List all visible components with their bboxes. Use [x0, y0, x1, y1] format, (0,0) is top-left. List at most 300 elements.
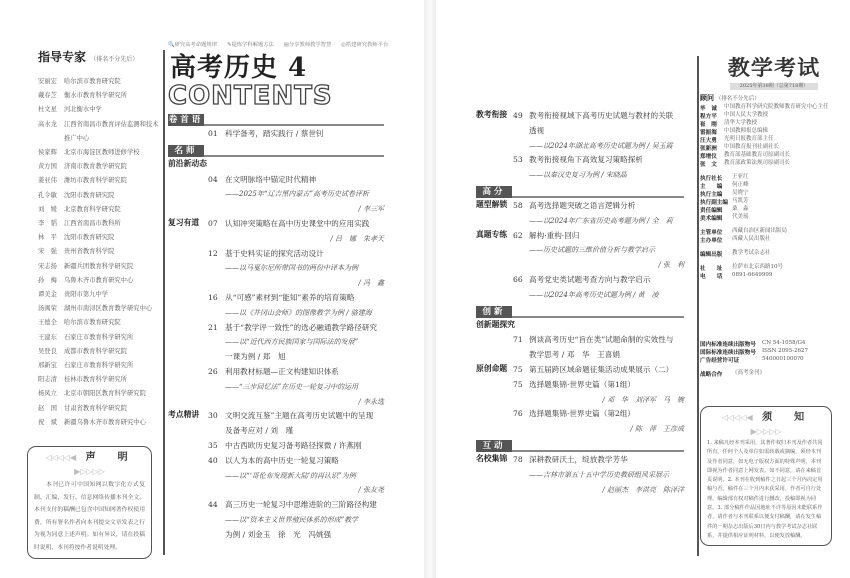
- article-title: 高三历史一轮复习中思维进阶的三阶路径构建: [225, 500, 377, 510]
- article-title: 基于“教学评一致性”的选必融通教学路径研究: [225, 322, 378, 332]
- masthead: [700, 56, 848, 378]
- toc-right: [476, 109, 684, 497]
- article-title-cont: 为例 / 刘金玉 徐 光 冯姚强: [225, 529, 332, 539]
- masthead-label: 张新洲: [700, 146, 717, 152]
- expert-affiliation: 江西省南昌市教育评估监测和技术: [64, 120, 159, 128]
- page-title: 高考历史 4: [170, 53, 308, 83]
- page-gutter: [424, 0, 436, 578]
- expert-row: [38, 274, 160, 288]
- masthead-label: 国际标准连续出版物号: [700, 350, 756, 356]
- page-number: 30: [208, 411, 218, 421]
- article-subtitle: ——“三步回忆法”在历史一轮复习中的运用: [225, 382, 359, 391]
- expert-row: [38, 288, 160, 302]
- masthead-row: [700, 214, 848, 222]
- toc-entry: [168, 365, 384, 380]
- toc-entry: [476, 453, 684, 468]
- article-title: 解构·重构·回归: [529, 230, 580, 240]
- masthead-row: [700, 182, 848, 190]
- article-title: 科学备考，踏实践行 / 蔡世钊: [225, 129, 324, 138]
- toc-line: [476, 483, 684, 498]
- magazine-logo: 教学考试: [727, 56, 821, 80]
- article-title: 高考党史类试题考查方向与教学启示: [529, 274, 651, 284]
- toc-line: [168, 306, 384, 321]
- article-title: 文明交流互鉴”主题在高考历史试题中的呈现: [225, 411, 374, 421]
- expert-name: 宋志扬: [38, 262, 57, 270]
- masthead-label: 主 编: [700, 184, 723, 190]
- toc-entry: [168, 291, 384, 306]
- toc-line: [168, 395, 384, 410]
- toc-entry: [168, 498, 384, 513]
- experts-title: 指导专家: [38, 50, 87, 64]
- masthead-value: 5400001000?0: [762, 356, 804, 362]
- expert-name: 吴登良: [38, 347, 57, 355]
- toc-entry: [168, 217, 384, 232]
- masthead-value: 中国教师报总编辑: [724, 128, 769, 134]
- toc-line: [476, 468, 684, 483]
- page-number: 66: [513, 274, 523, 284]
- column-label: 考点精讲: [168, 410, 200, 420]
- toc-entry: [476, 273, 684, 288]
- header-slogan: [168, 41, 217, 49]
- masthead-value: 清华大学教授: [724, 120, 758, 126]
- masthead-value: ISSN 2095-2627: [762, 348, 809, 354]
- expert-row: [38, 316, 160, 330]
- masthead-row: [700, 206, 848, 214]
- toc-left: [168, 111, 384, 543]
- toc-entry: [476, 229, 684, 244]
- masthead-row: [700, 120, 848, 128]
- slogan-icon: ▤: [283, 42, 289, 48]
- expert-name: 姜亚伟: [38, 177, 57, 185]
- page-number: 75: [513, 379, 523, 389]
- expert-row: [38, 103, 160, 117]
- article-subtitle: ——以2024年高考历史试题为例 / 黄 凌: [529, 290, 659, 299]
- expert-row: [38, 118, 160, 132]
- masthead-label: 程方平: [700, 114, 717, 120]
- advisors-title: 顾问: [700, 94, 714, 102]
- article-author: / 张友尧: [358, 486, 384, 495]
- masthead-label: 张 文: [700, 162, 717, 168]
- toc-line: [476, 124, 684, 139]
- notice-text: 1. 来稿凡经本刊采用，其著作权归本刊及作者共同所有。任何个人及单位如需转载或摘编，须经本刊及作者同意。如无电子版权方面的特殊声明，本刊即视为作者同意上网发表。如不同意，请在来稿首页说明。2. 本刊在收到稿件之日起三个月内决定用稿与否。稿件在三个月内未获采用，作者可自行处理。编辑部有权对稿件进行删改，投稿即视为同意。3. 部分稿件作品因地址不详等原因未能联系作者，请作者与本刊联系以便支付稿酬，请在发生稿件的一期杂志出版后30日内与教学考试杂志社联系，并提供相应证明材料，以便发放稿酬。: [707, 440, 823, 539]
- expert-name: 高水龙: [38, 120, 57, 128]
- masthead-value: 西藏人民出版社: [732, 236, 771, 242]
- masthead-value: 中国教育科学研究院教师教育研究中心主任: [724, 104, 829, 110]
- slogan-text: 分享教师教学智慧: [288, 42, 332, 48]
- article-author: / 邓 华 刘泽军 马 婉: [602, 395, 684, 404]
- section-bar: [168, 112, 384, 127]
- masthead-value: 王亚红: [732, 174, 749, 180]
- page-number: 75: [513, 364, 523, 374]
- article-author: / 冯 鑫: [358, 279, 384, 288]
- partner-value: 《高考金刊》: [732, 370, 766, 376]
- masthead-row: [700, 348, 848, 356]
- section-label: 互动: [476, 440, 512, 452]
- section-label: 高分: [476, 186, 512, 198]
- expert-row: [38, 146, 160, 160]
- masthead-value: 西藏自治区新闻出版局: [732, 228, 788, 234]
- toc-line: [168, 261, 384, 276]
- masthead-row: [700, 112, 848, 120]
- expert-name: 阳志清: [38, 376, 57, 384]
- expert-row: [38, 359, 160, 373]
- toc-line: [168, 202, 384, 217]
- toc-entry: [168, 247, 384, 262]
- column-label: 前沿新动态: [168, 158, 207, 168]
- expert-name: 邢新宝: [38, 362, 57, 370]
- expert-row: [38, 302, 160, 316]
- masthead-row: [700, 198, 848, 206]
- slogan-icon: ◎: [341, 42, 346, 48]
- toc-line: [476, 348, 684, 363]
- masthead-value: 教育部基础教育司原副司长: [724, 152, 791, 158]
- slogan-text: 提炼学科解题方法: [231, 42, 274, 48]
- expert-affiliation: 石家庄市教育科学研究所: [64, 362, 134, 370]
- toc-entry: [476, 378, 684, 393]
- page-number: 07: [208, 218, 218, 228]
- toc-line: [168, 528, 384, 543]
- expert-name: 黄方国: [38, 163, 57, 171]
- toc-entry: [168, 321, 384, 336]
- expert-name: [38, 132, 64, 146]
- expert-affiliation: 哈尔滨市教育研究院: [64, 78, 121, 85]
- article-subtitle: ——以“资本主义世界殖民体系的形成”教学: [225, 515, 359, 524]
- expert-affiliation: 新疆乌鲁木齐市教育研究中心: [64, 418, 146, 426]
- article-title: 教考衔接视角下高效复习策略探析: [529, 155, 643, 165]
- toc-line: [168, 380, 384, 395]
- masthead-label: 美术编辑: [700, 216, 723, 222]
- article-title: 例谈高考历史“旨在类”试题命制的实效性与: [529, 335, 674, 345]
- article-author: / 张 利: [658, 261, 684, 270]
- toc-entry: [476, 363, 684, 378]
- expert-name: 戴春芝: [38, 92, 57, 100]
- expert-row: [38, 160, 160, 174]
- masthead-label: 执行主编: [700, 192, 723, 198]
- toc-entry: [168, 409, 384, 424]
- toc-entry: [168, 173, 384, 188]
- declaration-text: 本刊已许可中国知网以数字化方式复制、汇编、发行、信息网络传播本刊全文。本刊支付的稿酬已包含中国知网著作权使用费，所有署名作者向本刊提交文章发表之行为视为同意上述声明。如有异议，请在投稿时说明，本刊将按作者说明处理。: [34, 482, 145, 551]
- issue-number: 2025年第38期（总第718期）: [730, 83, 818, 90]
- expert-affiliation: 湖州市南浔区教育教学研究中心: [64, 305, 153, 313]
- article-title-cont: 及备考应对 / 刘 瑾: [225, 426, 294, 436]
- expert-affiliation: 甘肃省教育科学研究院: [64, 404, 127, 412]
- declaration-title: 声 明: [85, 452, 134, 463]
- toc-entry: [168, 439, 384, 454]
- expert-row: [38, 231, 160, 245]
- masthead-row: [700, 340, 848, 348]
- expert-affiliation: 江西省南昌市教科所: [64, 220, 121, 228]
- expert-affiliation: 北京教育科学研究院: [64, 205, 121, 213]
- section-rule: [512, 316, 684, 318]
- toc-line: [476, 214, 684, 229]
- section-bar: [476, 184, 684, 199]
- article-author: / 李三军: [358, 205, 384, 214]
- toc-line: [168, 187, 384, 202]
- section-label: 创新: [476, 306, 512, 318]
- masthead-label: 责任编辑: [700, 208, 723, 214]
- masthead-value: 中国人民大学教授: [724, 112, 769, 118]
- article-title: 以人为本的高中历史一轮复习策略: [225, 455, 339, 465]
- article-author: / 陈 萍 王彦成: [630, 425, 684, 434]
- article-title: 认知冲突策略在高中历史课堂中的应用实践: [225, 218, 370, 228]
- masthead-row: [700, 228, 848, 236]
- masthead-value: 何正峰: [732, 182, 749, 188]
- masthead-value: 拉萨市北京西路10号: [732, 264, 783, 270]
- expert-row: [38, 75, 160, 89]
- masthead-row: [700, 236, 848, 244]
- section-rule: [512, 196, 684, 198]
- masthead-label: 郑增仪: [700, 154, 717, 160]
- column-label: 创新题探究: [476, 319, 515, 329]
- masthead-label: 汪大勇: [700, 138, 717, 144]
- page-number: 01: [208, 129, 218, 138]
- expert-affiliation: 沈阳市教育研究院: [64, 234, 115, 242]
- toc-line: [168, 276, 384, 291]
- expert-row: [38, 132, 160, 146]
- expert-name: 安丽宏: [38, 78, 57, 85]
- section-rule: [512, 450, 684, 452]
- section-bar: [168, 143, 384, 158]
- column-label: 教考衔接: [476, 110, 508, 119]
- masthead-row: [700, 264, 848, 272]
- page-number: 49: [513, 111, 523, 120]
- masthead-label: 执行社长: [700, 176, 723, 182]
- section-label: 名师: [168, 145, 204, 157]
- article-title-cont: 透视: [529, 125, 545, 135]
- expert-name: 林 平: [38, 234, 57, 242]
- section-bar: [476, 438, 684, 453]
- masthead-label: 崔 刚: [700, 122, 717, 128]
- expert-name: 王建东: [38, 333, 57, 341]
- header-slogans: [168, 41, 428, 49]
- expert-name: 李 韬: [38, 220, 57, 228]
- article-title: 基于史料实证的探究活动设计: [225, 248, 324, 258]
- article-title: 利用教材标题—正文构建知识体系: [225, 366, 339, 376]
- expert-row: [38, 245, 160, 259]
- expert-name: 孙 梅: [38, 276, 57, 284]
- article-subtitle: ——以2024年湖北高考历史试题为例 / 吴玉霞: [529, 141, 673, 150]
- expert-row: [38, 203, 160, 217]
- expert-row: [38, 217, 160, 231]
- page-number: 16: [208, 292, 218, 302]
- page-number: 62: [513, 230, 523, 240]
- masthead-value: 中国教育报刊社副社长: [724, 144, 780, 150]
- page-number: 71: [513, 335, 523, 345]
- toc-entry: [168, 127, 384, 142]
- toc-line: [476, 393, 684, 408]
- masthead-row: [700, 128, 848, 136]
- slogan-icon: ✎: [227, 42, 232, 48]
- expert-affiliation: 河北衡水中学: [64, 106, 102, 114]
- expert-affiliation: 衡水市教育科学研究所: [64, 92, 127, 100]
- toc-line: [476, 243, 684, 258]
- masthead-label: 编辑出版: [700, 252, 723, 258]
- toc-entry: [476, 153, 684, 168]
- masthead-value: 桑 淼: [732, 206, 749, 212]
- toc-entry: [476, 333, 684, 348]
- masthead-label: 毕 诚: [700, 106, 717, 112]
- section-rule: [204, 155, 384, 157]
- page-number: 44: [208, 500, 218, 510]
- toc-line: [168, 158, 384, 173]
- toc-line: [476, 258, 684, 273]
- column-label: 原创命题: [476, 363, 508, 373]
- toc-line: [476, 288, 684, 303]
- toc-line: [476, 319, 684, 334]
- expert-row: [38, 189, 160, 203]
- article-title: 选择题集锦·世界史篇（第1组）: [529, 379, 635, 389]
- masthead-row: [700, 152, 848, 160]
- section-bar: [476, 304, 684, 319]
- page-number: 21: [208, 322, 218, 332]
- expert-name: 宋 强: [38, 248, 57, 256]
- masthead-label: 电 话: [700, 274, 723, 280]
- advisors-note: （排名不分先后）: [715, 96, 760, 102]
- toc-entry: [476, 407, 684, 422]
- masthead-value: 0891-6649999: [732, 272, 773, 278]
- masthead-value: 马凯芳: [732, 198, 749, 204]
- expert-row: [38, 402, 160, 416]
- masthead-value: 教育部政策法规司原副司长: [724, 160, 791, 166]
- expert-name: 王德全: [38, 319, 57, 327]
- toc-line: [168, 469, 384, 484]
- page-number: 26: [208, 366, 218, 376]
- partner-label: 战略合作: [700, 372, 723, 378]
- expert-name: 刘 媛: [38, 205, 57, 213]
- expert-affiliation: 推广中心: [64, 134, 90, 142]
- masthead-value: 光明日报教育部主任: [724, 136, 774, 142]
- article-title: 高考选择题突破之语言逻辑分析: [529, 200, 636, 210]
- expert-affiliation: 贵阳市第九中学: [64, 291, 109, 299]
- toc-line: [476, 139, 684, 154]
- expert-affiliation: 哈尔滨市教育研究院: [64, 319, 121, 327]
- expert-row: [38, 387, 160, 401]
- page-number: 04: [208, 174, 218, 184]
- notice-title: 须 知: [762, 412, 811, 423]
- expert-affiliation: 济南市教育教学研究院: [64, 163, 127, 171]
- slogan-text: 研究高考命题规律: [174, 42, 217, 48]
- article-title: 第五届跨区域命题征集活动成果展示（二）: [529, 364, 674, 374]
- toc-line: [168, 350, 384, 365]
- expert-name: 孔令敏: [38, 191, 57, 199]
- notice-box: ◁◁◁◁◀ 须 知 ▶▷▷▷▷ 1. 来稿凡经本刊采用，其著作权归本刊及作者共同所有。任何个人及单位如需转载或摘编，须经本刊及作者同意。如无电子版权方面的特殊声明，本刊即视为作者同意上网发表。如不同意，请在来稿首页说明。2. 本刊在收到稿件之日起三个月内决定用稿与否。稿件在三个月内未获采用，作者可自行处理。编辑部有权对稿件进行删改，投稿即视为同意。3. 部分稿件作品因地址不详等原因未能联系作者，请作者与本刊联系以便支付稿酬，请在发生稿件的一期杂志出版后30日内与教学考试杂志社联系，并提供相应证明材料，以便发放稿酬。: [700, 406, 832, 546]
- article-title: 选择题集锦·世界史篇（第2组）: [529, 409, 635, 419]
- page-number: 40: [208, 455, 218, 465]
- masthead-row: [700, 174, 848, 182]
- left-divider: [163, 50, 165, 555]
- masthead-row: [700, 144, 848, 152]
- column-label: 名校集锦: [476, 453, 508, 463]
- masthead-value: 吴晓宁: [732, 190, 749, 196]
- masthead-row: [700, 272, 848, 280]
- toc-entry: [168, 454, 384, 469]
- expert-affiliation: 沈阳市教育研究院: [64, 191, 115, 199]
- toc-line: [168, 335, 384, 350]
- masthead-label: 国内标准连续出版物号: [700, 342, 756, 348]
- expert-row: [38, 345, 160, 359]
- expert-row: [38, 260, 160, 274]
- header-slogan: [227, 41, 274, 49]
- masthead-row: [700, 190, 848, 198]
- page-number: 78: [513, 454, 523, 464]
- expert-name: 谭美金: [38, 291, 57, 299]
- masthead-value: 教学考试杂志社: [732, 250, 771, 256]
- expert-name: 侯家辉: [38, 149, 57, 157]
- article-title: 深耕教研沃土，绽放教学芳华: [529, 454, 628, 464]
- expert-row: [38, 416, 160, 430]
- masthead-row: [700, 356, 848, 364]
- article-title: 从“可感”素材到“能知”素养的培育策略: [225, 292, 355, 302]
- masthead-row: [700, 136, 848, 144]
- toc-line: [476, 422, 684, 437]
- expert-row: [38, 174, 160, 188]
- article-subtitle: ——历史试题的三维价值分析与教学启示: [529, 246, 655, 255]
- page-number: 12: [208, 248, 218, 258]
- column-label: 复习有道: [168, 217, 200, 227]
- expert-affiliation: 潍坊市教育科学研究院: [64, 177, 127, 185]
- expert-name: 杨凤立: [38, 390, 57, 398]
- article-title-cont: 教学思考 / 邓 华 王喜娟: [529, 350, 620, 360]
- article-author: / 李永选: [358, 397, 384, 406]
- expert-affiliation: 桂林市教育科学研究所: [64, 376, 127, 384]
- masthead-label: 主管单位: [700, 230, 723, 236]
- expert-affiliation: 石家庄市教育科学研究所: [64, 333, 134, 341]
- toc-line: [168, 483, 384, 498]
- article-subtitle: ——2025年“辽吉黑内蒙古”高考历史试卷评析: [225, 190, 369, 199]
- expert-row: [38, 89, 160, 103]
- header-slogan: [284, 41, 331, 49]
- toc-line: [476, 168, 684, 183]
- toc-line: [168, 513, 384, 528]
- expert-affiliation: 成都市教育科学研究院: [64, 347, 127, 355]
- section-label: 卷首语: [168, 115, 204, 125]
- masthead-value: CN 54-1058/G4: [762, 340, 806, 346]
- expert-row: [38, 331, 160, 345]
- page-number: 35: [208, 440, 218, 450]
- article-subtitle: ——以马戛尔尼所带国书的两份中译本为例: [225, 264, 358, 273]
- expert-row: [38, 373, 160, 387]
- page-number: 58: [513, 200, 523, 210]
- article-subtitle: ——以2024年广东省历史高考题为例 / 全 莉: [529, 216, 673, 225]
- article-subtitle: ——以《井冈山会师》的图像教学为例 / 骆建海: [225, 308, 372, 317]
- article-author: / 赵丽杰 李洪亮 陈泽洋: [602, 485, 684, 494]
- article-author: / 吕 娜 朱孝天: [330, 234, 384, 243]
- toc-line: [168, 232, 384, 247]
- page-number: 53: [513, 155, 523, 165]
- page-number: 76: [513, 409, 523, 419]
- column-label: 题型解锁: [476, 199, 508, 209]
- masthead-row: [700, 104, 848, 112]
- article-subtitle: ——吉林市第五十五中学历史教研组风采展示: [529, 470, 669, 479]
- masthead-label: 执行副主编: [700, 200, 728, 206]
- column-label: 真题专练: [476, 229, 508, 239]
- toc-entry: [476, 109, 684, 124]
- expert-affiliation: 贵州省教育科学院: [64, 248, 115, 256]
- article-title: 教考衔接视域下高考历史试题与教材的关联: [529, 111, 674, 120]
- header-slogan: [341, 41, 388, 49]
- article-title: 在文明脉络中锚定时代精神: [225, 174, 317, 184]
- article-subtitle: ——以秦汉史复习为例 / 宋晓晶: [529, 171, 627, 180]
- expert-name: 祝 斌: [38, 418, 57, 426]
- declaration-box: ◁◁◁◁◀ 声 明 ▶▷▷▷▷ 本刊已许可中国知网以数字化方式复制、汇编、发行、信息网络传播本刊全文。本刊支付的稿酬已包含中国知网著作权使用费，所有署名作者向本刊提交文章发表之行为视为同意上述声明。如有异议，请在投稿时说明，本刊将按作者说明处理。: [27, 446, 152, 559]
- expert-affiliation: 北京市海淀区教师进修学校: [64, 149, 140, 157]
- expert-name: 汤闽荣: [38, 305, 57, 313]
- article-subtitle: ——以“‘哥伦布发现新大陆’的再认识”为例: [225, 471, 356, 480]
- masthead-label: 雷振海: [700, 130, 717, 136]
- article-title-cont: 一课为例 / 郑 旭: [225, 352, 286, 362]
- masthead-label: 社 址: [700, 266, 723, 272]
- experts-note: （排名不分先后）: [90, 56, 139, 63]
